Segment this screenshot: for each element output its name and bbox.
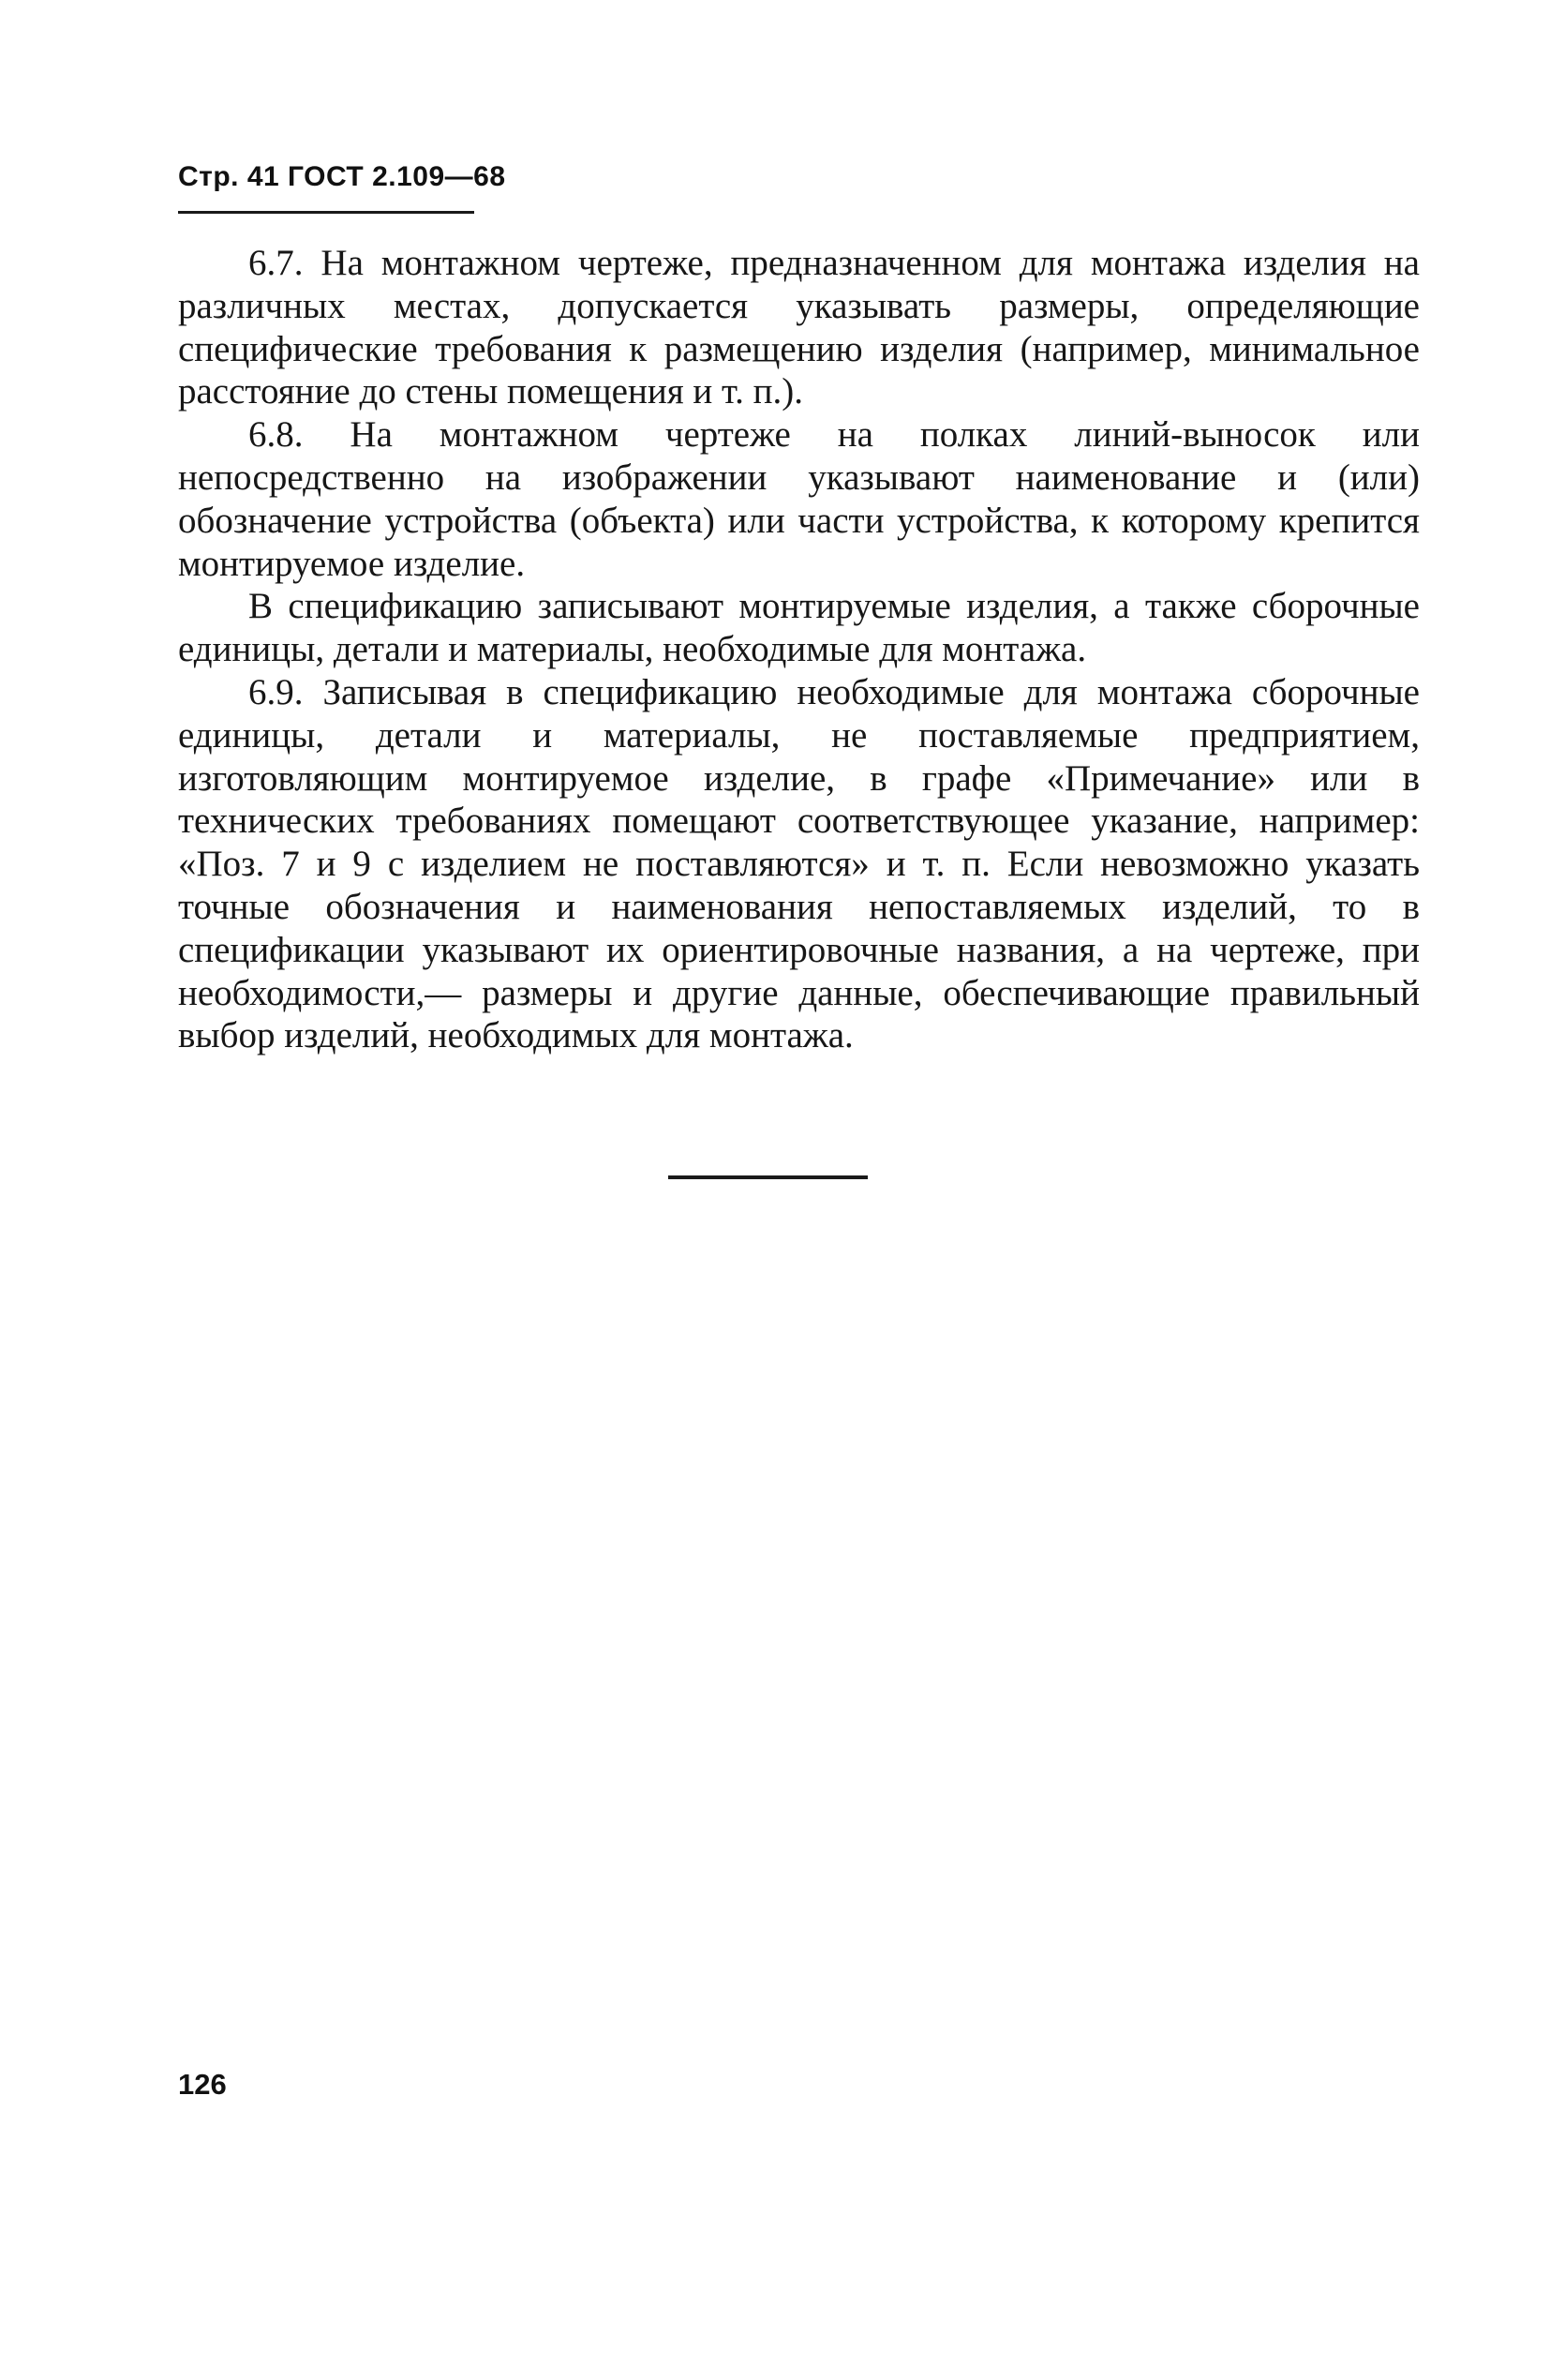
document-body <box>178 242 1420 1057</box>
paragraph-6-9 <box>178 671 1420 1057</box>
running-head: Стр. 41 ГОСТ 2.109—68 <box>178 161 506 192</box>
header-rule <box>178 211 474 214</box>
paragraph-text: На монтажном чертеже на полках линий-выносок или непосредственно на изображении указывают наименование и (или) обозначение устройства (объекта) или части устройства, к которому крепится монтируемое изделие. <box>178 414 1420 584</box>
paragraph-text: В спецификацию записывают монтируемые изделия, а также сборочные единицы, детали и материалы, необходимые для монтажа. <box>178 586 1420 670</box>
paragraph-text: Записывая в спецификацию необходимые для монтажа сборочные единицы, детали и материалы, не поставляемые предприятием, изготовляющим монтируемое изделие, в графе «Примечание» или в технических требованиях помещают соответствующее указание, например: «Поз. 7 и 9 с изделием не поставляются» и т. п. Если невозможно указать точные обозначения и наименования непоставляемых изделий, то в спецификации указывают их ориентировочные названия, а на чертеже, при необходимости,— размеры и другие данные, обеспечивающие правильный выбор изделий, необходимых для монтажа. <box>178 671 1420 1056</box>
paragraph-6-8 <box>178 413 1420 585</box>
paragraph-6-7 <box>178 242 1420 413</box>
paragraph-text: На монтажном чертеже, предназначенном для монтажа изделия на различных местах, допускается указывать размеры, определяющие специфические требования к размещению изделия (например, минимальное расстояние до стены помещения и т. п.). <box>178 243 1420 412</box>
section-end-rule <box>668 1175 868 1179</box>
paragraph-specification-note <box>178 585 1420 671</box>
paragraph-number: 6.9. <box>248 671 304 712</box>
paragraph-number: 6.7. <box>248 243 304 283</box>
paragraph-number: 6.8. <box>248 414 304 456</box>
page-number: 126 <box>178 2068 227 2101</box>
